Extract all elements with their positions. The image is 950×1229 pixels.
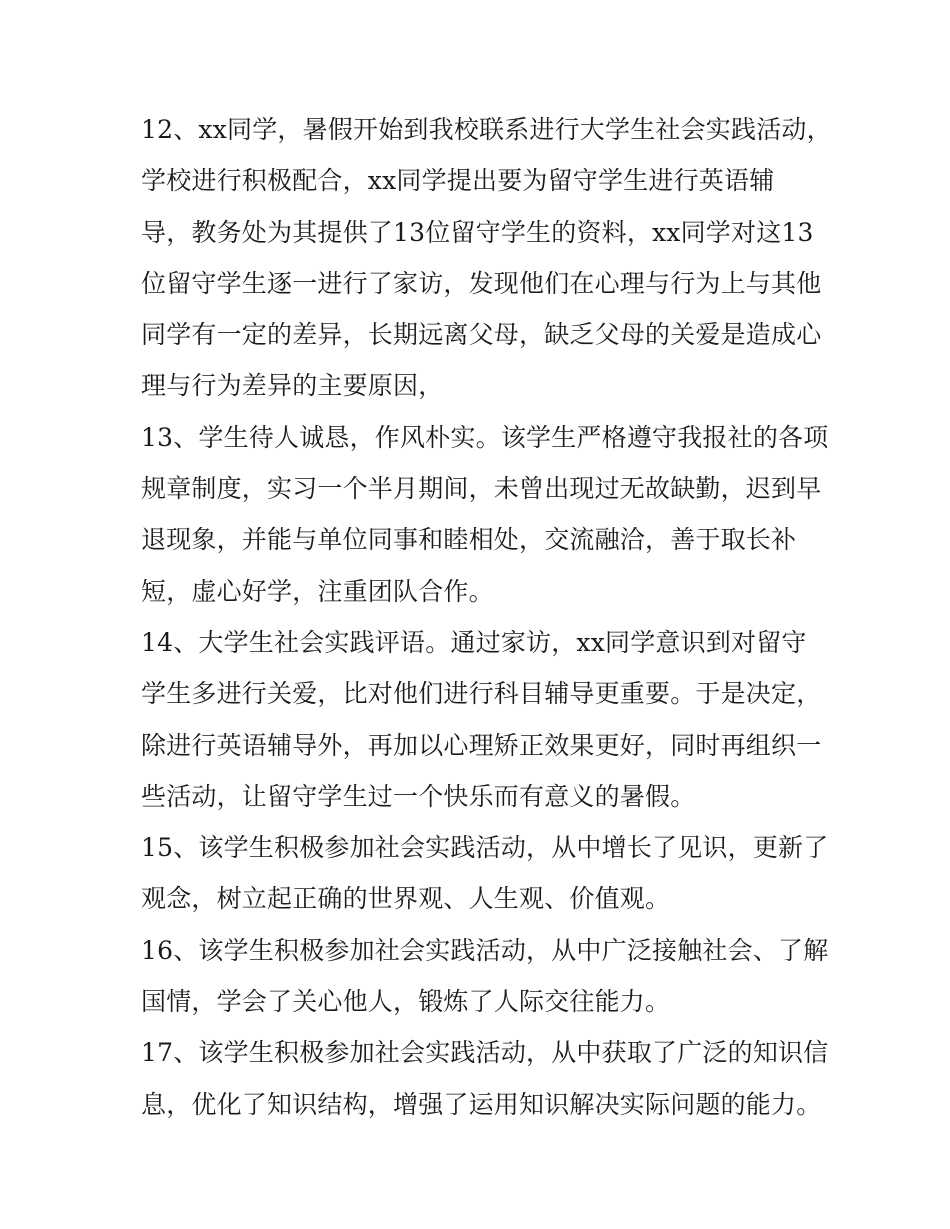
text-line: 息，优化了知识结构，增强了运用知识解决实际问题的能力。 [141, 1089, 822, 1119]
text-line: 15、该学生积极参加社会实践活动，从中增长了见识，更新了 [141, 833, 829, 863]
text-line: 导，教务处为其提供了13位留守学生的资料，xx同学对这13 [141, 217, 814, 247]
paragraph-13 [141, 412, 829, 617]
text-line: 17、该学生积极参加社会实践活动，从中获取了广泛的知识信 [141, 1038, 829, 1068]
text-line: 理与行为差异的主要原因， [141, 371, 444, 401]
text-line: 观念，树立起正确的世界观、人生观、价值观。 [141, 884, 671, 914]
paragraph-17 [141, 1027, 829, 1130]
text-line: 规章制度，实习一个半月期间，未曾出现过无故缺勤，迟到早 [141, 474, 822, 504]
paragraph-14 [141, 617, 821, 822]
text-line: 13、学生待人诚恳，作风朴实。该学生严格遵守我报社的各项 [141, 422, 829, 452]
text-line: 位留守学生逐一进行了家访，发现他们在心理与行为上与其他 [141, 268, 822, 298]
text-line: 国情，学会了关心他人，锻炼了人际交往能力。 [141, 987, 671, 1017]
paragraph-12 [141, 104, 832, 412]
text-line: 退现象，并能与单位同事和睦相处，交流融洽，善于取长补 [141, 525, 797, 555]
text-line: 除进行英语辅导外，再加以心理矫正效果更好，同时再组织一 [141, 730, 822, 760]
text-line: 学生多进行关爱，比对他们进行科目辅导更重要。于是决定， [141, 679, 822, 709]
text-line: 12、xx同学，暑假开始到我校联系进行大学生社会实践活动， [141, 115, 832, 144]
text-line: 14、大学生社会实践评语。通过家访，xx同学意识到对留守 [141, 627, 807, 657]
paragraph-15 [141, 822, 829, 925]
document-body [141, 104, 832, 1130]
paragraph-16 [141, 925, 829, 1028]
text-line: 些活动，让留守学生过一个快乐而有意义的暑假。 [141, 781, 696, 811]
text-line: 短，虚心好学，注重团队合作。 [141, 576, 494, 606]
text-line: 学校进行积极配合，xx同学提出要为留守学生进行英语辅 [141, 166, 775, 196]
text-line: 16、该学生积极参加社会实践活动，从中广泛接触社会、了解 [141, 935, 829, 965]
text-line: 同学有一定的差异，长期远离父母，缺乏父母的关爱是造成心 [141, 320, 822, 350]
